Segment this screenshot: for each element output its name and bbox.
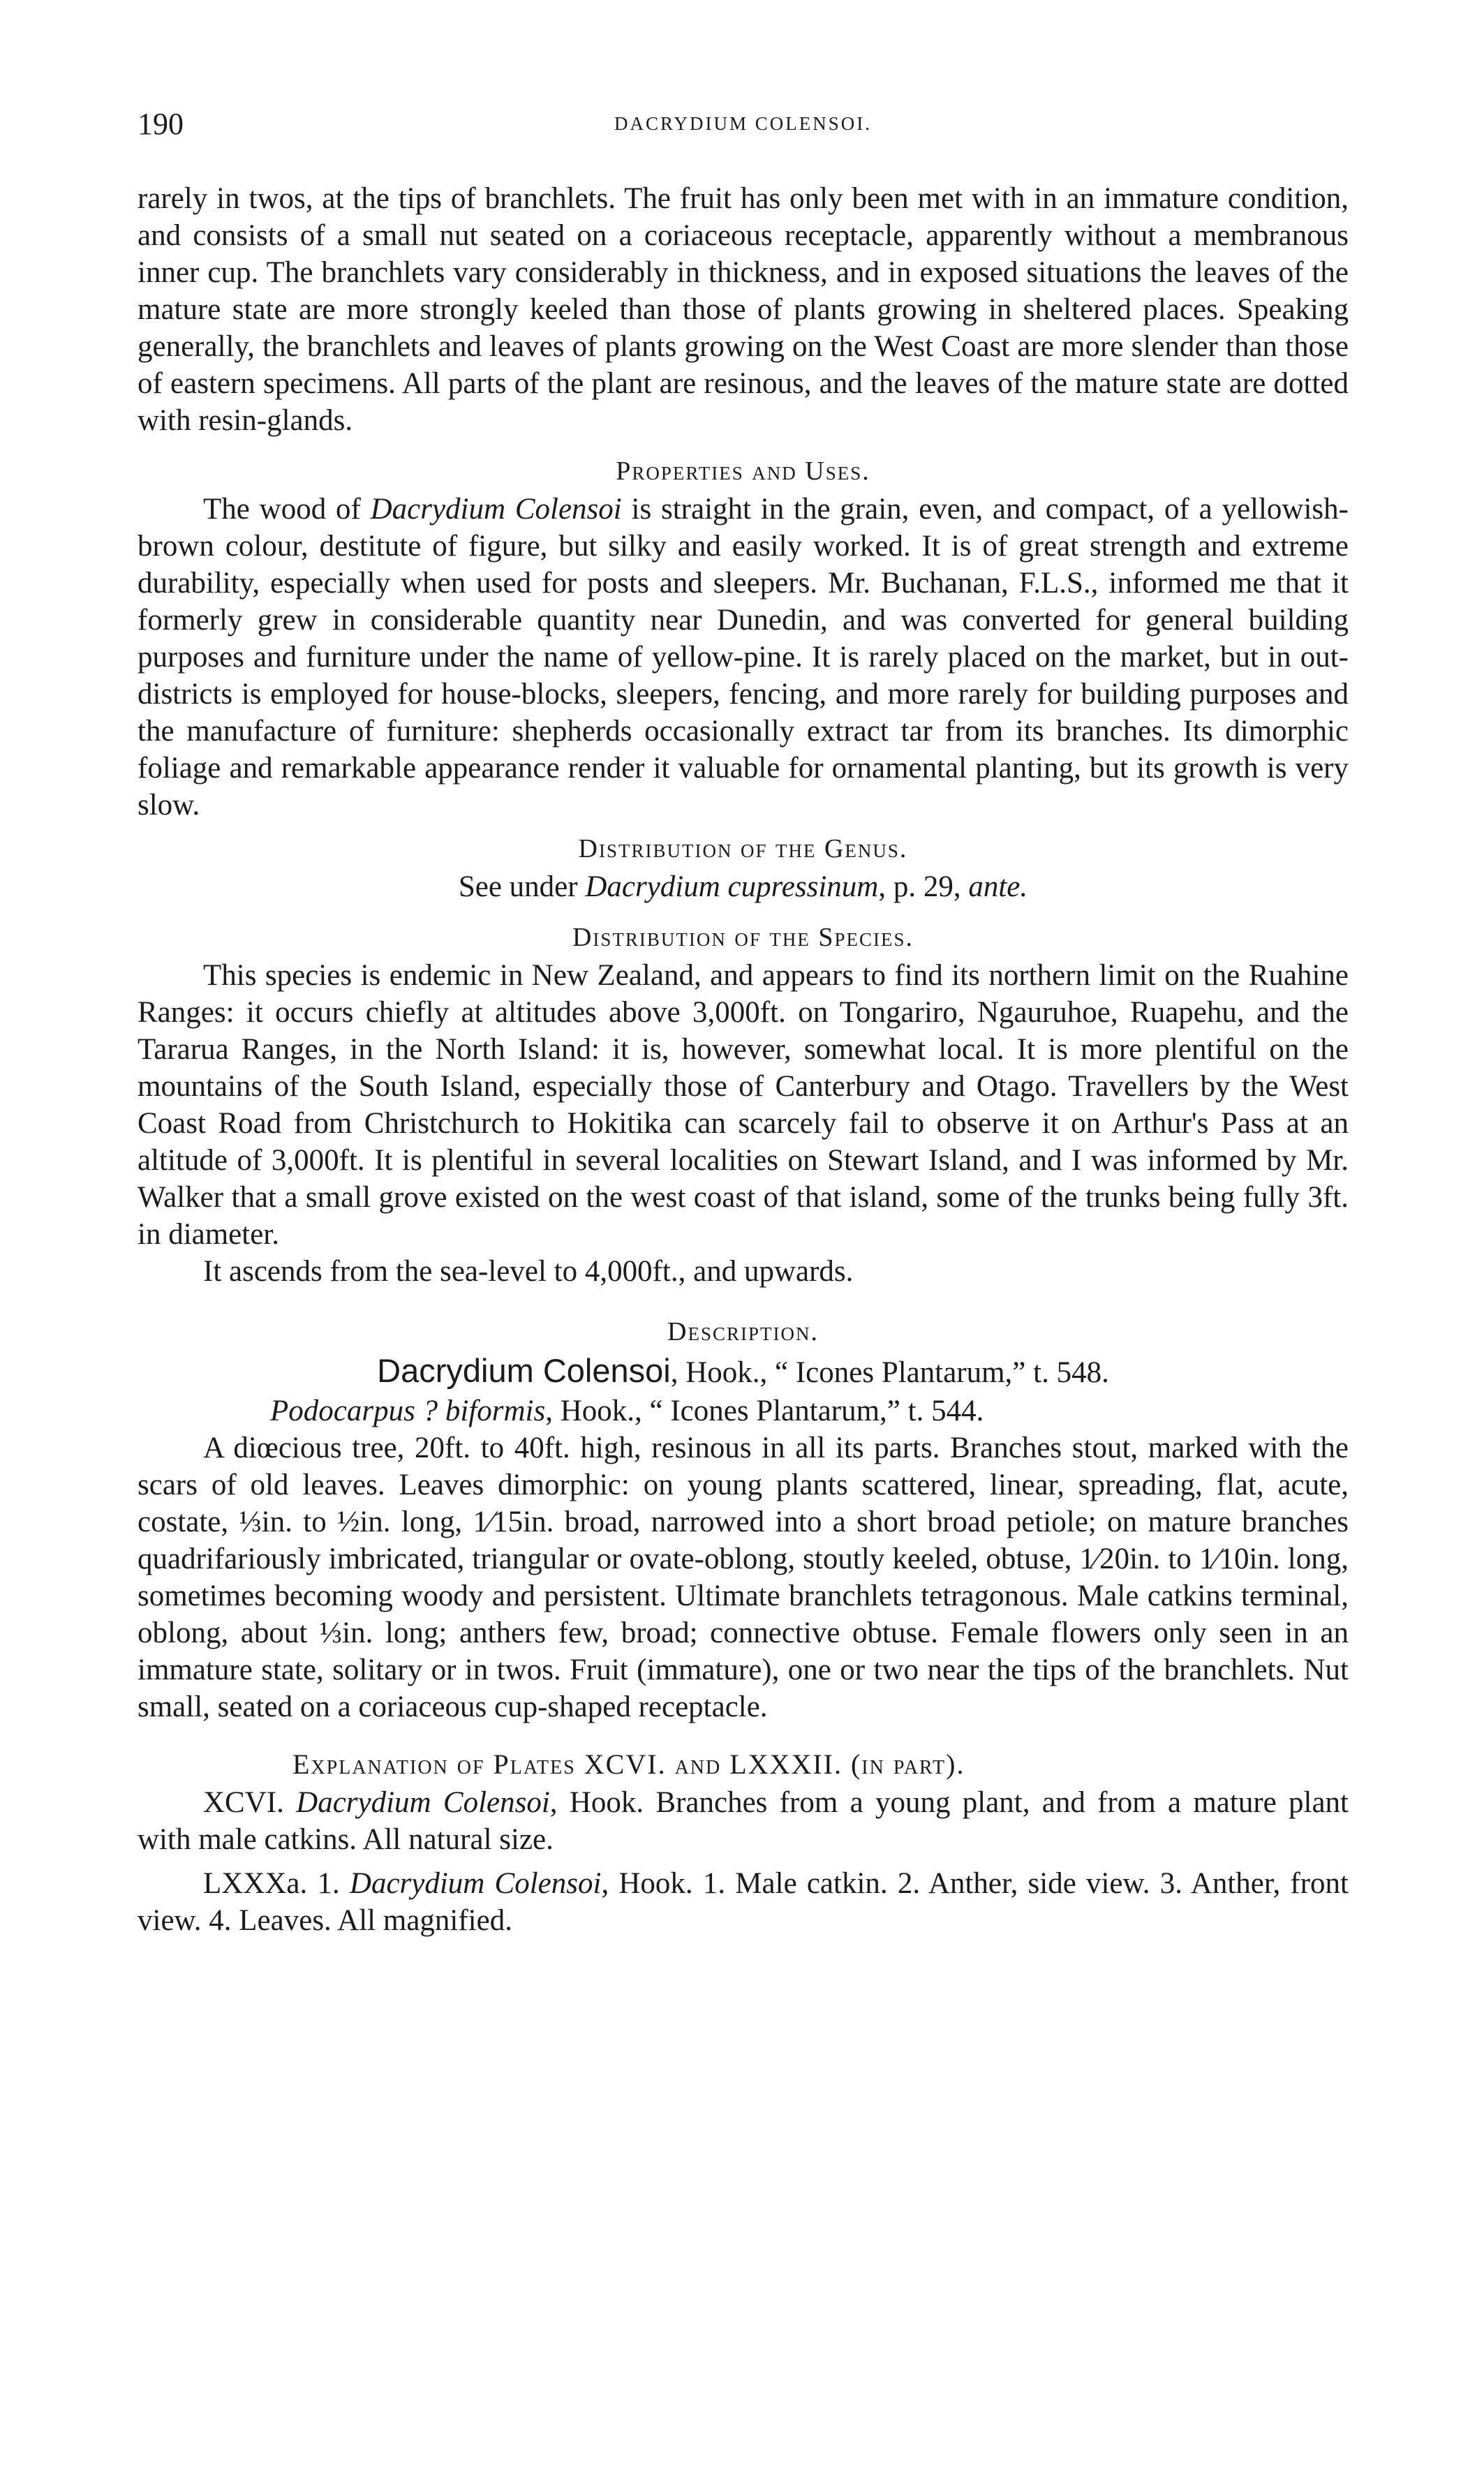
properties-text-before: The wood of (203, 493, 371, 526)
distribution-genus-heading: Distribution of the Genus. (578, 834, 908, 863)
species-authority: , Hook., “ Icones Plantarum,” t. 548. (670, 1356, 1109, 1389)
description-heading: Description. (667, 1317, 819, 1346)
synonym-line (138, 1393, 1349, 1429)
running-title: DACRYDIUM COLENSOI. (614, 113, 873, 134)
altitude-paragraph: It ascends from the sea-level to 4,000ft., and upwards. (203, 1255, 854, 1288)
see-species: Dacrydium cupressinum (585, 870, 879, 903)
plate-lxxxa-species: Dacrydium Colensoi (349, 1867, 602, 1900)
synonym-name: Podocarpus ? biformis (270, 1395, 546, 1427)
plate-xcvi-species: Dacrydium Colensoi (296, 1786, 550, 1819)
distribution-species-paragraph: This species is endemic in New Zealand, and appears to find its northern limit on the Ruahine Ranges: it occurs chiefly at altitudes above 3,000ft. on Tongariro, Ngauruhoe, Ruapehu, and the Tararua Ranges, in the North Island: it is, however, somewhat local. It is more plentiful on the mountains of the South Island, especially those of Canterbury and Otago. Travellers by the West Coast Road from Christchurch to Hokitika can scarcely fail to observe it on Arthur's Pass at an altitude of 3,000ft. It is plentiful in several localities on Stewart Island, and I was informed by Mr. Walker that a small grove existed on the west coast of that island, some of the trunks being fully 3ft. in diameter. (138, 959, 1349, 1251)
plate-lxxxa-text: , Hook. 1. Male catkin. 2. Anther, side view. 3. Anther, front view. 4. Leaves. All magnified. (138, 1867, 1349, 1937)
plate-xcvi-label: XCVI. (203, 1786, 297, 1819)
properties-species: Dacrydium Colensoi (370, 493, 622, 526)
page-number: 190 (138, 107, 184, 141)
plate-xcvi-entry (138, 1784, 1349, 1858)
distribution-species-heading: Distribution of the Species. (572, 923, 914, 952)
distribution-genus-see (138, 868, 1349, 905)
plate-lxxxa-label: LXXXa. 1. (203, 1867, 350, 1900)
plate-lxxxa-entry (138, 1865, 1349, 1939)
see-ante: ante. (968, 870, 1028, 903)
running-head (138, 106, 1349, 148)
species-name-line (138, 1351, 1349, 1393)
plate-xcvi-text: , Hook. Branches from a young plant, and from a mature plant with male catkins. All natural size. (138, 1786, 1349, 1856)
see-text: See under (458, 870, 586, 903)
plates-heading: Explanation of Plates XCVI. and LXXXII. (in part). (292, 1748, 965, 1780)
properties-text-after: is straight in the grain, even, and compact, of a yellowish-brown colour, destitute of figure, but silky and easily worked. It is of great strength and extreme durability, especially when used for posts and sleepers. Mr. Buchanan, F.L.S., informed me that it formerly grew in considerable quantity near Dunedin, and was converted for general building purposes and furniture under the name of yellow-pine. It is rarely placed on the market, but in out-districts is employed for house-blocks, sleepers, fencing, and more rarely for building purposes and the manufacture of furniture: shepherds occasionally extract tar from its branches. Its dimorphic foliage and remarkable appearance render it valuable for ornamental planting, but its growth is very slow. (138, 493, 1349, 822)
synonym-authority: , Hook., “ Icones Plantarum,” t. 544. (545, 1395, 984, 1427)
page-body (138, 180, 1349, 1939)
see-page: , p. 29, (878, 870, 969, 903)
intro-paragraph: rarely in twos, at the tips of branchlets. The fruit has only been met with in an immature condition, and consists of a small nut seated on a coriaceous receptacle, apparently without a membranous inner cup. The branchlets vary considerably in thickness, and in exposed situations the leaves of the mature state are more strongly keeled than those of plants growing in sheltered places. Speaking generally, the branchlets and leaves of plants growing on the West Coast are more slender than those of eastern specimens. All parts of the plant are resinous, and the leaves of the mature state are dotted with resin-glands. (138, 182, 1349, 437)
description-paragraph: A diœcious tree, 20ft. to 40ft. high, resinous in all its parts. Branches stout, marked with the scars of old leaves. Leaves dimorphic: on young plants scattered, linear, spreading, flat, acute, costate, ⅓in. to ½in. long, 1⁄15in. broad, narrowed into a short broad petiole; on mature branches quadrifariously imbricated, triangular or ovate-oblong, stoutly keeled, obtuse, 1⁄20in. to 1⁄10in. long, sometimes becoming woody and persistent. Ultimate branchlets tetragonous. Male catkins terminal, oblong, about ⅓in. long; anthers few, broad; connective obtuse. Female flowers only seen in an immature state, solitary or in twos. Fruit (immature), one or two near the tips of the branchlets. Nut small, seated on a coriaceous cup-shaped receptacle. (138, 1432, 1349, 1723)
properties-paragraph (138, 491, 1349, 824)
properties-heading: Properties and Uses. (616, 456, 870, 486)
species-name: Dacrydium Colensoi (377, 1352, 671, 1389)
